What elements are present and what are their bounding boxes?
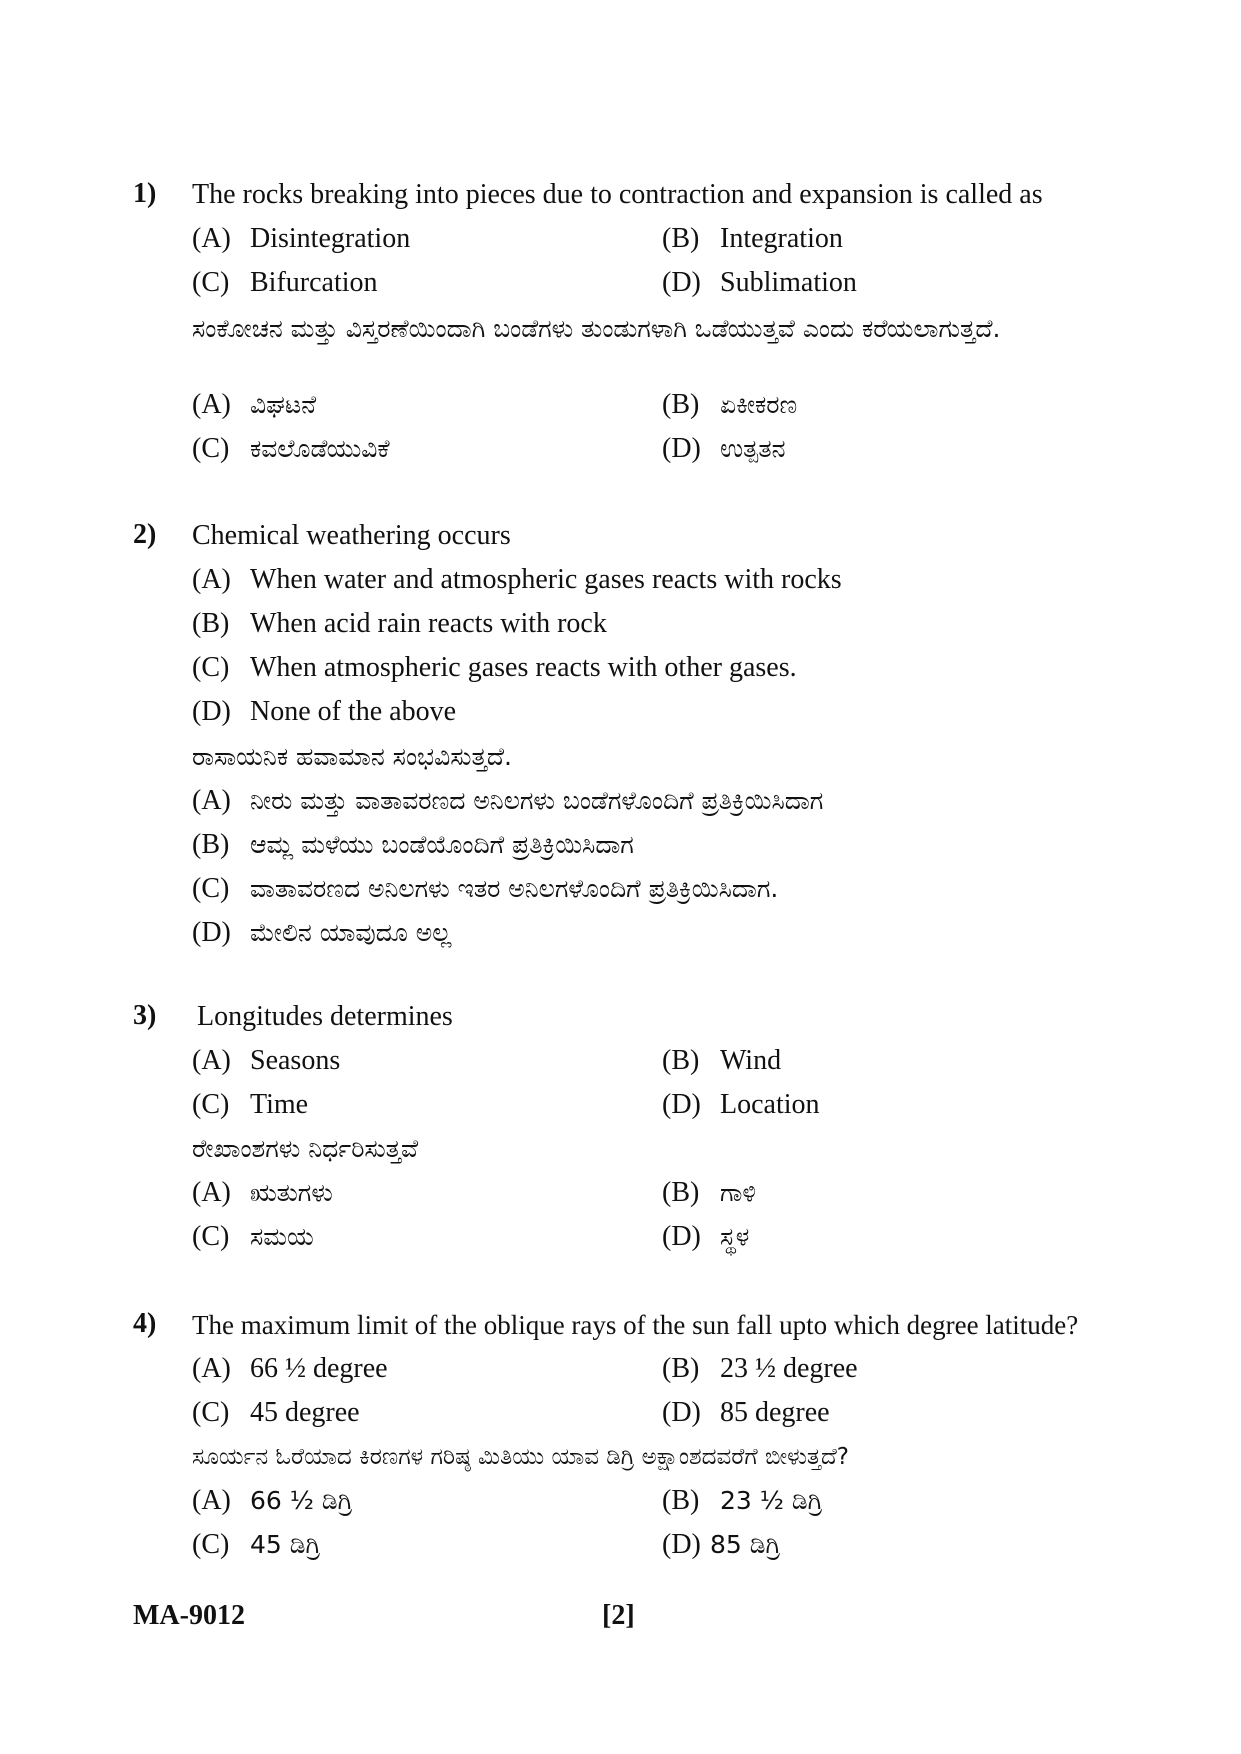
option-label: (B) xyxy=(662,223,700,254)
option-c xyxy=(192,1088,308,1122)
option-text: 45 degree xyxy=(250,1397,360,1428)
option-b-kannada xyxy=(662,1484,822,1518)
option-label: (A) xyxy=(192,785,231,816)
option-a xyxy=(192,1044,340,1078)
option-d-kannada xyxy=(662,1528,780,1562)
option-c xyxy=(192,266,378,300)
option-b xyxy=(192,607,607,641)
question-number: 2) xyxy=(133,519,157,550)
question-text: Chemical weathering occurs xyxy=(192,520,511,551)
question-text-kannada: ರಾಸಾಯನಿಕ ಹವಾಮಾನ ಸಂಭವಿಸುತ್ತದೆ. xyxy=(192,742,512,771)
option-c-kannada xyxy=(192,432,390,466)
option-label: (A) xyxy=(192,1045,231,1076)
option-text: Seasons xyxy=(250,1045,341,1076)
option-label: (C) xyxy=(192,1529,230,1560)
question-text: The rocks breaking into pieces due to contraction and expansion is called as xyxy=(192,179,1043,210)
question-text: Longitudes determines xyxy=(197,1001,453,1032)
option-text: ವಿಘಟನೆ xyxy=(250,390,317,419)
option-text: 85 degree xyxy=(720,1397,830,1428)
option-label: (D) xyxy=(662,1397,701,1428)
option-label: (C) xyxy=(192,267,230,298)
option-label: (B) xyxy=(662,1353,700,1384)
option-text: When water and atmospheric gases reacts with rocks xyxy=(250,564,842,595)
option-a xyxy=(192,1352,388,1386)
option-label: (A) xyxy=(192,1353,231,1384)
option-text: Location xyxy=(720,1089,820,1120)
option-text: ಗಾಳಿ xyxy=(720,1178,756,1207)
option-c xyxy=(192,651,797,685)
option-a xyxy=(192,222,410,256)
question-number: 4) xyxy=(133,1308,157,1339)
option-text: ಋತುಗಳು xyxy=(250,1178,333,1207)
option-label: (C) xyxy=(192,433,230,464)
question-text-kannada: ಸೂರ್ಯನ ಓರೆಯಾದ ಕಿರಣಗಳ ಗರಿಷ್ಠ ಮಿತಿಯು ಯಾವ ಡಿಗ್ರಿ ಅಕ್ಷಾಂಶದವರೆಗೆ ಬೀಳುತ್ತದೆ? xyxy=(192,1444,850,1470)
option-d-kannada xyxy=(662,432,785,466)
option-a-kannada xyxy=(192,1176,333,1210)
option-label: (B) xyxy=(662,1177,700,1208)
option-text: ಕವಲೊಡೆಯುವಿಕೆ xyxy=(250,434,390,463)
option-label: (B) xyxy=(662,389,700,420)
option-label: (C) xyxy=(192,652,230,683)
option-label: (C) xyxy=(192,1089,230,1120)
question-text-kannada: ಸಂಕೋಚನ ಮತ್ತು ವಿಸ್ತರಣೆಯಿಂದಾಗಿ ಬಂಡೆಗಳು ತುಂಡುಗಳಾಗಿ ಒಡೆಯುತ್ತವೆ ಎಂದು ಕರೆಯಲಾಗುತ್ತದೆ. xyxy=(192,314,1001,343)
option-d xyxy=(192,695,456,729)
option-label: (D) xyxy=(662,1089,701,1120)
option-label: (D) xyxy=(192,696,231,727)
option-text: ಮೇಲಿನ ಯಾವುದೂ ಅಲ್ಲ xyxy=(250,918,452,947)
option-b-kannada xyxy=(662,1176,756,1210)
option-c-kannada xyxy=(192,872,778,906)
option-text: Sublimation xyxy=(720,267,857,298)
option-a-kannada xyxy=(192,1484,352,1518)
option-text: ಸ್ಥಳ xyxy=(720,1222,750,1251)
option-label: (D) xyxy=(662,1529,701,1560)
option-text: ಆಮ್ಲ ಮಳೆಯು ಬಂಡೆಯೊಂದಿಗೆ ಪ್ರತಿಕ್ರಿಯಿಸಿದಾಗ xyxy=(250,830,634,859)
option-d xyxy=(662,1396,830,1430)
option-label: (B) xyxy=(192,829,230,860)
option-text: Wind xyxy=(720,1045,782,1076)
option-label: (D) xyxy=(192,917,231,948)
option-label: (D) xyxy=(662,1221,701,1252)
page-number: [2] xyxy=(602,1600,635,1631)
option-a-kannada xyxy=(192,388,316,422)
option-label: (D) xyxy=(662,433,701,464)
option-c xyxy=(192,1396,360,1430)
option-text: None of the above xyxy=(250,696,457,727)
option-d-kannada xyxy=(192,916,451,950)
option-text: 23 ½ degree xyxy=(720,1353,858,1384)
option-a-kannada xyxy=(192,784,823,818)
option-d xyxy=(662,1088,820,1122)
option-text: ಸಮಯ xyxy=(250,1222,314,1251)
option-text: ಉತ್ಪತನ xyxy=(720,434,786,463)
option-b xyxy=(662,222,843,256)
option-label: (C) xyxy=(192,1397,230,1428)
option-text: When acid rain reacts with rock xyxy=(250,608,607,639)
option-text: ನೀರು ಮತ್ತು ವಾತಾವರಣದ ಅನಿಲಗಳು ಬಂಡೆಗಳೊಂದಿಗೆ ಪ್ರತಿಕ್ರಿಯಿಸಿದಾಗ xyxy=(250,786,824,815)
question-number: 1) xyxy=(133,178,157,209)
paper-code: MA-9012 xyxy=(133,1600,245,1631)
option-c-kannada xyxy=(192,1528,320,1562)
option-label: (B) xyxy=(192,608,230,639)
option-d-kannada xyxy=(662,1220,749,1254)
option-label: (C) xyxy=(192,873,230,904)
option-d xyxy=(662,266,857,300)
option-b xyxy=(662,1044,781,1078)
option-label: (D) xyxy=(662,267,701,298)
question-text-kannada: ರೇಖಾಂಶಗಳು ನಿರ್ಧರಿಸುತ್ತವೆ xyxy=(192,1134,419,1163)
option-b-kannada xyxy=(192,828,634,862)
option-label: (C) xyxy=(192,1221,230,1252)
question-text: The maximum limit of the oblique rays of the sun fall upto which degree latitude? xyxy=(192,1310,1079,1340)
option-text: 85 ಡಿಗ್ರಿ xyxy=(710,1530,781,1559)
option-label: (A) xyxy=(192,1177,231,1208)
option-text: 66 ½ ಡಿಗ್ರಿ xyxy=(250,1486,353,1515)
option-text: Bifurcation xyxy=(250,267,378,298)
option-text: ಏಕೀಕರಣ xyxy=(720,390,798,419)
option-label: (A) xyxy=(192,1485,231,1516)
option-label: (A) xyxy=(192,389,231,420)
option-label: (A) xyxy=(192,564,231,595)
option-label: (B) xyxy=(662,1485,700,1516)
option-text: Time xyxy=(250,1089,309,1120)
option-text: When atmospheric gases reacts with other gases. xyxy=(250,652,797,683)
option-text: 23 ½ ಡಿಗ್ರಿ xyxy=(720,1486,823,1515)
option-text: 66 ½ degree xyxy=(250,1353,388,1384)
option-text: Integration xyxy=(720,223,843,254)
option-text: 45 ಡಿಗ್ರಿ xyxy=(250,1530,321,1559)
option-text: Disintegration xyxy=(250,223,411,254)
option-label: (A) xyxy=(192,223,231,254)
option-label: (B) xyxy=(662,1045,700,1076)
question-number: 3) xyxy=(133,1000,157,1031)
option-a xyxy=(192,563,842,597)
option-b xyxy=(662,1352,858,1386)
option-c-kannada xyxy=(192,1220,314,1254)
option-text: ವಾತಾವರಣದ ಅನಿಲಗಳು ಇತರ ಅನಿಲಗಳೊಂದಿಗೆ ಪ್ರತಿಕ್ರಿಯಿಸಿದಾಗ. xyxy=(250,874,779,903)
option-b-kannada xyxy=(662,388,797,422)
